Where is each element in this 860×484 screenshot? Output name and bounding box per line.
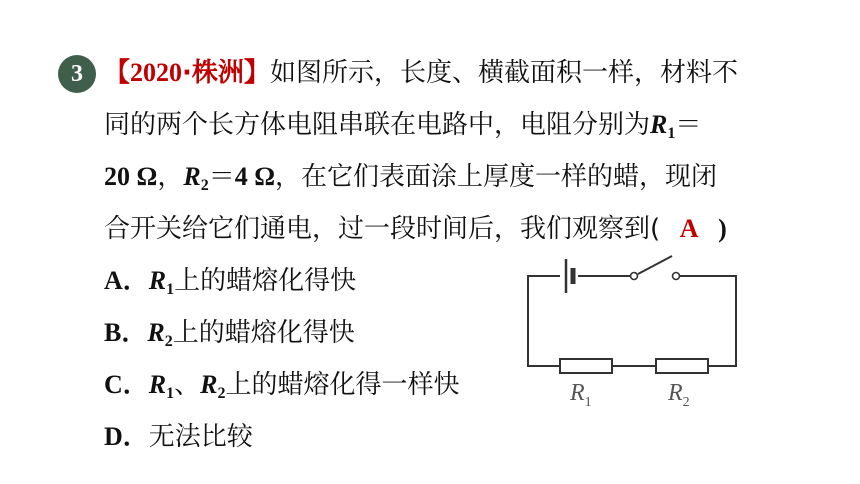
battery-icon xyxy=(566,259,573,293)
label-r1: $R_1$ xyxy=(570,380,592,410)
option-b[interactable]: B．$R_2$上的蜡熔化得快 xyxy=(104,318,355,350)
answer-mark: A xyxy=(679,214,699,243)
option-c[interactable]: C．$R_1$、$R_2$上的蜡熔化得一样快 xyxy=(104,370,460,402)
source-tag: 【2020·株洲】 xyxy=(104,58,270,88)
question-number-badge: 3 xyxy=(58,55,96,93)
question-line-2: 同的两个长方体电阻串联在电路中，电阻分别为$R_1=$ xyxy=(104,110,702,142)
option-d[interactable]: D．无法比较 xyxy=(104,422,253,452)
question-line-3: 20 Ω，$R_2=4$ Ω，在它们表面涂上厚度一样的蜡，现闭 xyxy=(104,162,718,194)
circuit-diagram xyxy=(522,254,744,414)
question-line-4: 合开关给它们通电，过一段时间后，我们观察到( A ) xyxy=(104,214,727,244)
resistor-r1 xyxy=(560,359,612,373)
label-r2: $R_2$ xyxy=(668,380,690,410)
option-a[interactable]: A．$R_1$上的蜡熔化得快 xyxy=(104,266,357,298)
resistor-r2 xyxy=(656,359,708,373)
question-line-1 xyxy=(104,56,738,90)
question-text: 如图所示，长度、横截面积一样，材料不 xyxy=(269,58,738,88)
